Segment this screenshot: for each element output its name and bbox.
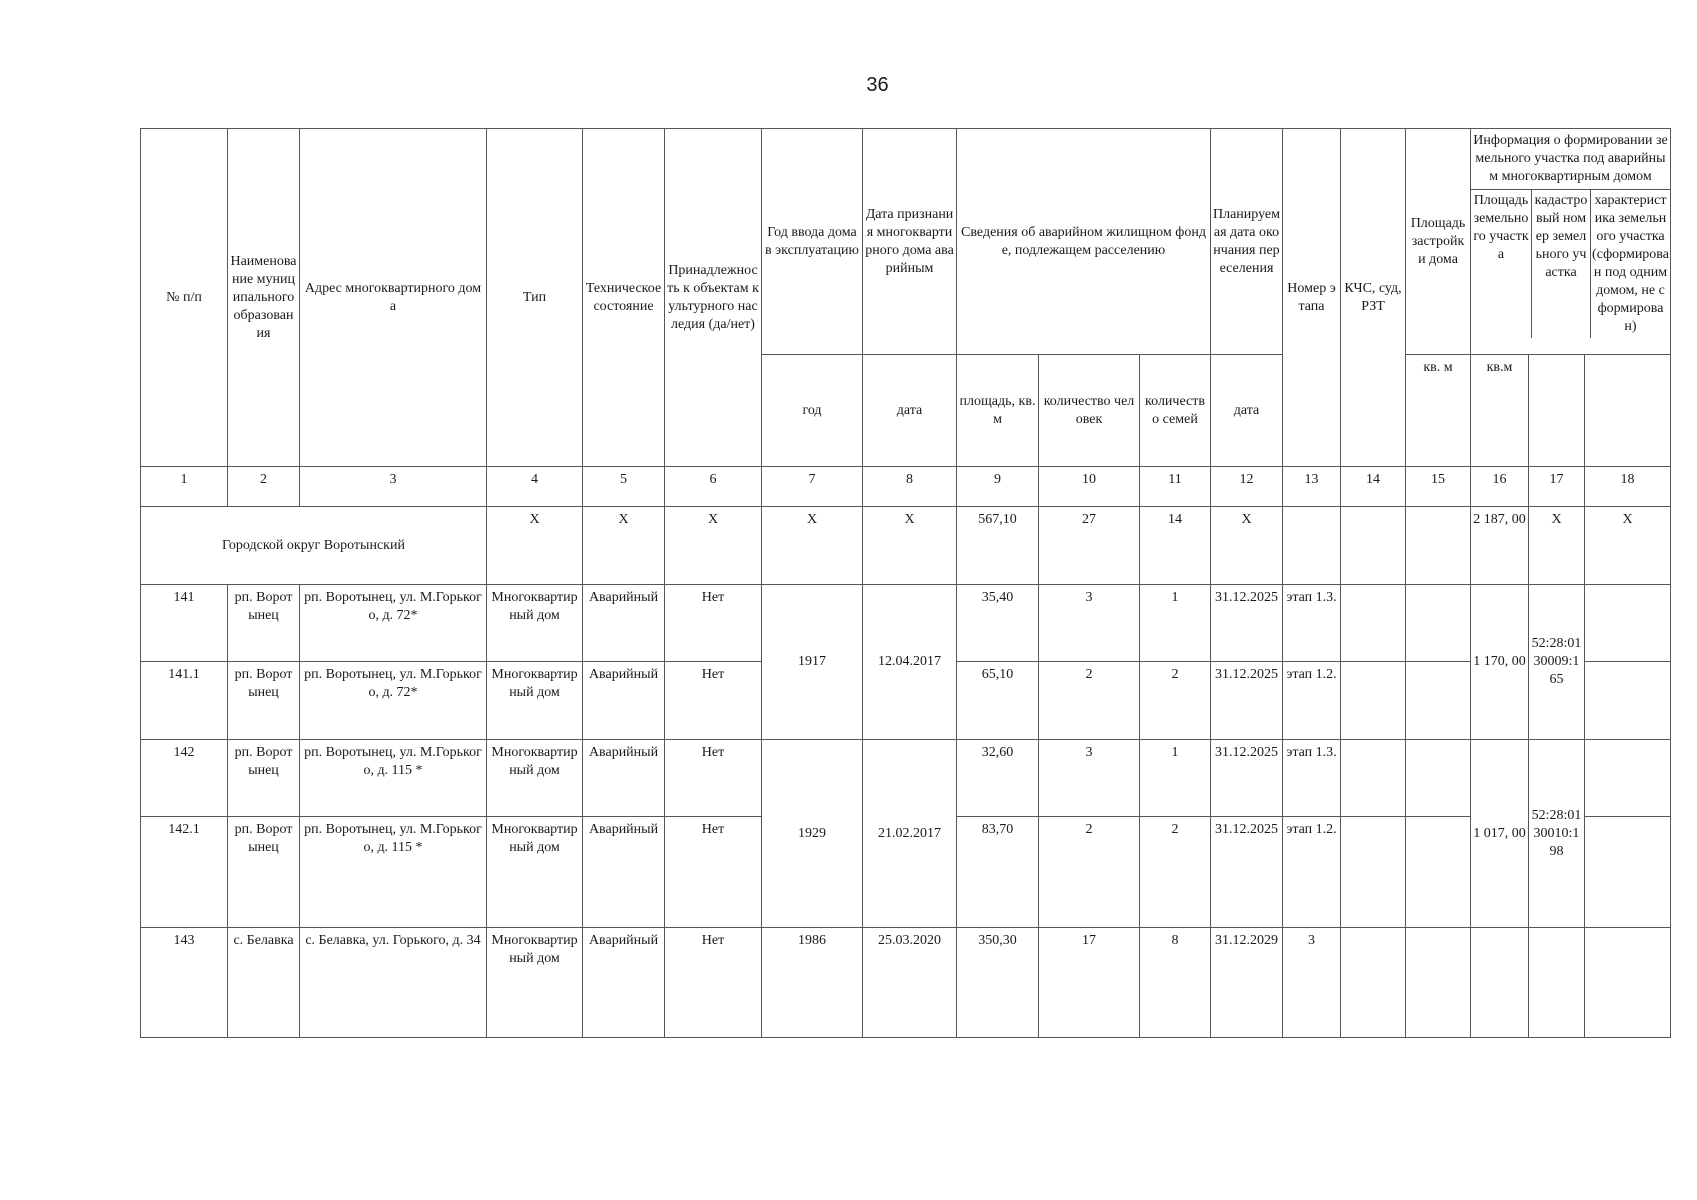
row-building-area — [1406, 928, 1471, 1038]
row-municipality: рп. Воротынец — [228, 817, 300, 928]
row-building-area — [1406, 585, 1471, 662]
subheader-families: количество семей — [1140, 355, 1211, 467]
header-recognition-date: Дата признания многоквартирного дома аварийным — [863, 129, 957, 355]
row-end-date: 31.12.2029 — [1211, 928, 1283, 1038]
row-characteristic — [1585, 817, 1671, 928]
column-number: 9 — [957, 467, 1039, 507]
column-number: 7 — [762, 467, 863, 507]
row-address: рп. Воротынец, ул. М.Горького, д. 115 * — [300, 740, 487, 817]
group-recognition-date: 12.04.2017 — [863, 585, 957, 740]
group-cadastral: 52:28:0130010:198 — [1529, 740, 1585, 928]
subheader-land-area-unit: кв.м — [1471, 355, 1529, 467]
total-area: 567,10 — [957, 507, 1039, 585]
row-state: Аварийный — [583, 928, 665, 1038]
row-building-area — [1406, 662, 1471, 740]
header-row — [141, 129, 1671, 355]
row-heritage: Нет — [665, 662, 762, 740]
row-type: Многоквартирный дом — [487, 740, 583, 817]
total-end-date: X — [1211, 507, 1283, 585]
subheader-area: площадь, кв.м — [957, 355, 1039, 467]
header-municipality: Наименование муниципального образования — [228, 129, 300, 467]
total-row — [141, 507, 1671, 585]
total-stage — [1283, 507, 1341, 585]
table-row — [141, 928, 1671, 1038]
row-area: 32,60 — [957, 740, 1039, 817]
subheader-characteristic-cont — [1585, 355, 1671, 467]
header-emergency-fund: Сведения об аварийном жилищном фонде, подлежащем расселению — [957, 129, 1211, 355]
row-type: Многоквартирный дом — [487, 928, 583, 1038]
total-land-area: 2 187, 00 — [1471, 507, 1529, 585]
header-num: № п/п — [141, 129, 228, 467]
row-number: 141.1 — [141, 662, 228, 740]
group-year: 1917 — [762, 585, 863, 740]
row-municipality: рп. Воротынец — [228, 585, 300, 662]
group-cadastral: 52:28:0130009:165 — [1529, 585, 1585, 740]
column-number: 2 — [228, 467, 300, 507]
subheader-cadastral-cont — [1529, 355, 1585, 467]
row-number: 141 — [141, 585, 228, 662]
row-families: 2 — [1140, 817, 1211, 928]
row-stage: этап 1.3. — [1283, 585, 1341, 662]
group-recognition-date: 21.02.2017 — [863, 740, 957, 928]
column-number: 10 — [1039, 467, 1140, 507]
row-type: Многоквартирный дом — [487, 585, 583, 662]
column-number: 1 — [141, 467, 228, 507]
row-building-area — [1406, 740, 1471, 817]
row-cadastral — [1529, 928, 1585, 1038]
column-number: 14 — [1341, 467, 1406, 507]
column-number: 13 — [1283, 467, 1341, 507]
row-end-date: 31.12.2025 — [1211, 740, 1283, 817]
total-people: 27 — [1039, 507, 1140, 585]
row-area: 350,30 — [957, 928, 1039, 1038]
total-year: X — [762, 507, 863, 585]
column-number: 11 — [1140, 467, 1211, 507]
page-number: 36 — [866, 74, 889, 96]
row-address: с. Белавка, ул. Горького, д. 34 — [300, 928, 487, 1038]
row-state: Аварийный — [583, 585, 665, 662]
row-kchs — [1341, 740, 1406, 817]
header-year-built: Год ввода дома в эксплуатацию — [762, 129, 863, 355]
total-state: X — [583, 507, 665, 585]
table-row — [141, 585, 1671, 662]
row-heritage: Нет — [665, 817, 762, 928]
row-stage: этап 1.3. — [1283, 740, 1341, 817]
row-families: 1 — [1140, 740, 1211, 817]
column-number: 4 — [487, 467, 583, 507]
total-label: Городской округ Воротынский — [141, 507, 487, 585]
header-tech-state: Техническое состояние — [583, 129, 665, 467]
row-kchs — [1341, 928, 1406, 1038]
subheader-building-area-unit: кв. м — [1406, 355, 1471, 467]
row-people: 2 — [1039, 817, 1140, 928]
row-number: 142 — [141, 740, 228, 817]
row-heritage: Нет — [665, 585, 762, 662]
row-people: 3 — [1039, 585, 1140, 662]
column-number: 6 — [665, 467, 762, 507]
header-planned-end: Планируемая дата окончания переселения — [1211, 129, 1283, 355]
subheader-people: количество человек — [1039, 355, 1140, 467]
subheader-year: год — [762, 355, 863, 467]
row-people: 17 — [1039, 928, 1140, 1038]
header-kchs: КЧС, суд, РЗТ — [1341, 129, 1406, 467]
row-municipality: рп. Воротынец — [228, 662, 300, 740]
row-area: 83,70 — [957, 817, 1039, 928]
row-people: 3 — [1039, 740, 1140, 817]
column-number: 5 — [583, 467, 665, 507]
total-families: 14 — [1140, 507, 1211, 585]
total-heritage: X — [665, 507, 762, 585]
column-numbers-row — [141, 467, 1671, 507]
total-date: X — [863, 507, 957, 585]
row-type: Многоквартирный дом — [487, 662, 583, 740]
row-stage: этап 1.2. — [1283, 662, 1341, 740]
row-heritage: Нет — [665, 928, 762, 1038]
row-number: 143 — [141, 928, 228, 1038]
row-municipality: с. Белавка — [228, 928, 300, 1038]
row-state: Аварийный — [583, 740, 665, 817]
row-end-date: 31.12.2025 — [1211, 585, 1283, 662]
total-type: X — [487, 507, 583, 585]
row-kchs — [1341, 662, 1406, 740]
row-municipality: рп. Воротынец — [228, 740, 300, 817]
row-land-area — [1471, 928, 1529, 1038]
header-heritage: Принадлежность к объектам культурного наследия (да/нет) — [665, 129, 762, 467]
total-building-area — [1406, 507, 1471, 585]
column-number: 15 — [1406, 467, 1471, 507]
row-families: 8 — [1140, 928, 1211, 1038]
total-characteristic: X — [1585, 507, 1671, 585]
row-stage: этап 1.2. — [1283, 817, 1341, 928]
header-address: Адрес многоквартирного дома — [300, 129, 487, 467]
row-characteristic — [1585, 740, 1671, 817]
row-characteristic — [1585, 585, 1671, 662]
row-stage: 3 — [1283, 928, 1341, 1038]
row-end-date: 31.12.2025 — [1211, 662, 1283, 740]
row-recognition-date: 25.03.2020 — [863, 928, 957, 1038]
header-land-info-title: Информация о формировании земельного участка под аварийным многоквартирным домом — [1471, 129, 1670, 190]
row-address: рп. Воротынец, ул. М.Горького, д. 72* — [300, 662, 487, 740]
row-building-area — [1406, 817, 1471, 928]
row-kchs — [1341, 817, 1406, 928]
column-number: 3 — [300, 467, 487, 507]
row-state: Аварийный — [583, 817, 665, 928]
header-stage: Номер этапа — [1283, 129, 1341, 467]
table-row — [141, 740, 1671, 817]
row-characteristic — [1585, 662, 1671, 740]
row-type: Многоквартирный дом — [487, 817, 583, 928]
row-kchs — [1341, 585, 1406, 662]
group-year: 1929 — [762, 740, 863, 928]
column-number: 16 — [1471, 467, 1529, 507]
row-people: 2 — [1039, 662, 1140, 740]
column-number: 18 — [1585, 467, 1671, 507]
emergency-housing-table — [140, 128, 1671, 1038]
group-land-area: 1 017, 00 — [1471, 740, 1529, 928]
row-state: Аварийный — [583, 662, 665, 740]
row-end-date: 31.12.2025 — [1211, 817, 1283, 928]
header-land-characteristic: характеристика земельного участка (сформирован под одним домом, не сформирован) — [1592, 193, 1669, 334]
total-kchs — [1341, 507, 1406, 585]
header-land-info — [1471, 129, 1671, 355]
subheader-end-date: дата — [1211, 355, 1283, 467]
header-type: Тип — [487, 129, 583, 467]
row-area: 65,10 — [957, 662, 1039, 740]
group-land-area: 1 170, 00 — [1471, 585, 1529, 740]
row-families: 1 — [1140, 585, 1211, 662]
total-cadastral: X — [1529, 507, 1585, 585]
header-cadastral: кадастровый номер земельного участка — [1532, 190, 1591, 338]
row-area: 35,40 — [957, 585, 1039, 662]
column-number: 17 — [1529, 467, 1585, 507]
row-year: 1986 — [762, 928, 863, 1038]
column-number: 8 — [863, 467, 957, 507]
column-number: 12 — [1211, 467, 1283, 507]
row-heritage: Нет — [665, 740, 762, 817]
subheader-date: дата — [863, 355, 957, 467]
row-families: 2 — [1140, 662, 1211, 740]
row-address: рп. Воротынец, ул. М.Горького, д. 115 * — [300, 817, 487, 928]
header-building-area: Площадь застройки дома — [1406, 129, 1471, 355]
header-land-area: Площадь земельного участка — [1471, 190, 1532, 338]
row-address: рп. Воротынец, ул. М.Горького, д. 72* — [300, 585, 487, 662]
row-number: 142.1 — [141, 817, 228, 928]
row-characteristic — [1585, 928, 1671, 1038]
